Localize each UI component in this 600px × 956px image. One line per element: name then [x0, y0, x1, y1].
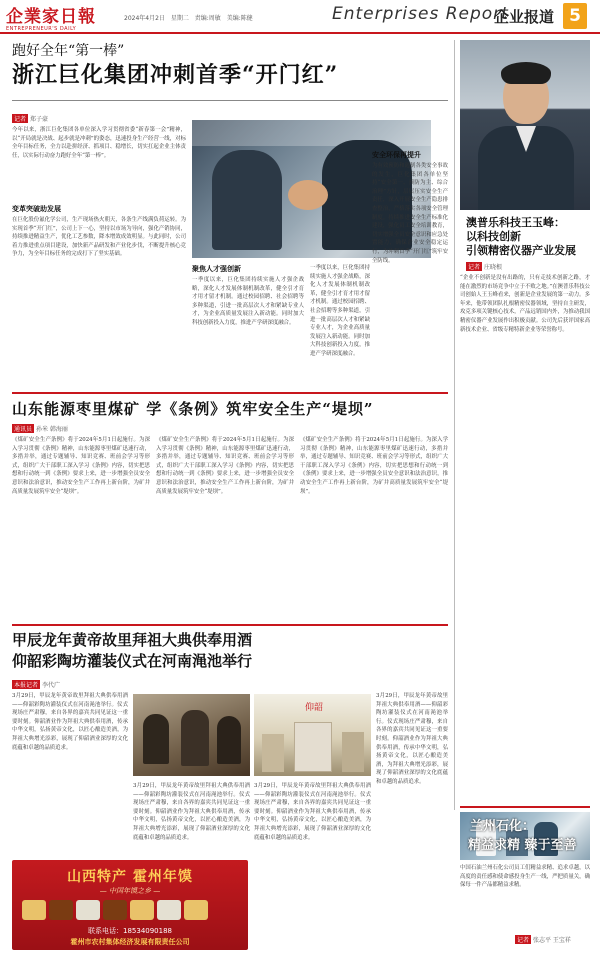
byline-name: 张志平 王宝祥 — [533, 937, 571, 944]
ad-contact-phone: 联系电话：18534090188 — [88, 927, 172, 935]
article3-byline — [12, 680, 60, 689]
sidebar1-title-line3: 引领精密仪器产业发展 — [466, 244, 576, 257]
article1-subhead-3: 安全环保再提升 — [372, 151, 421, 159]
article1-body-2: 一季度以来，巨化集团持续实施人才强企战略，深化人才发展体制机制改革，健全引才育才用才留才机制。通过校园招聘、社会招聘等多种渠道，引进一批高层次人才和紧缺专业人才，为企业高质量发展注入新动能。同时加大科技创新投入力度，推进产学研深度融合。 — [192, 277, 304, 326]
article1-kicker: 跑好全年“第一棒” — [12, 43, 125, 59]
article1-subhead-1: 变革突破助发展 — [12, 205, 61, 213]
sidebar1-title-line2: 以科技创新 — [466, 230, 521, 243]
section-title: 企业报道 — [494, 8, 555, 26]
issue-designer: 美编:陈健 — [226, 15, 253, 22]
newspaper-logo — [6, 2, 116, 32]
column-divider — [454, 40, 455, 810]
article3-body-4: 3月29日，甲辰龙年黄帝故里拜祖大典供奉用酒——仰韶彩陶坊灌装仪式在河南渑池举行。仪式现场庄严肃穆，来自各界的嘉宾共同见证这一重要时刻。仰韶酒业作为拜祖大典供奉用酒，传承中华文明，弘扬黄帝文化，以匠心酿造美酒，为拜祖大典增光添彩，展现了仰韶酒业深厚的文化底蕴和卓越的品质追求。 — [376, 693, 448, 785]
article2-headline: 山东能源枣里煤矿 学《条例》筑牢安全生产“堤坝” — [12, 400, 374, 418]
ad-title: 山西特产 霍州年馍 — [67, 869, 193, 885]
article3-photo-display — [254, 694, 371, 776]
photo-sign-text: 仰韶 — [304, 703, 323, 713]
masthead — [0, 0, 600, 34]
sidebar2-body: 中国石油兰州石化公司员工们精益求精、追求卓越，以高度的责任感和使命感投身生产一线，严把质量关，确保每一件产品都精益求精。 — [460, 865, 590, 889]
issue-editor: 责编:周敏 — [194, 15, 221, 22]
article3-headline-line2: 仰韶彩陶坊灌装仪式在河南渑池举行 — [12, 652, 253, 670]
advertisement-banner[interactable] — [12, 860, 248, 950]
byline-tag: 本报记者 — [14, 682, 39, 689]
article1-body-3: 为有效预防和遏制各类安全事故的发生，巨化集团各单位坚持“安全第一、预防为主、综合治理”方针，层层压实安全生产责任，深入开展安全生产隐患排查整治，严格落实各项安全管理制度。持续推进安全生产标准化建设，强化员工安全培训教育，切实增强全员安全意识和应急处置能力，确保企业安全稳定运行，为冲刺首季“开门红”筑牢安全防线。 — [372, 163, 448, 264]
product-image — [184, 900, 208, 920]
article3-body-2: 3月29日，甲辰龙年黄帝故里拜祖大典供奉用酒——仰韶彩陶坊灌装仪式在河南渑池举行。仪式现场庄严肃穆，来自各界的嘉宾共同见证这一重要时刻。仰韶酒业作为拜祖大典供奉用酒，传承中华文明，弘扬黄帝文化，以匠心酿造美酒，为拜祖大典增光添彩，展现了仰韶酒业深厚的文化底蕴和卓越的品质追求。 — [133, 783, 250, 841]
article3-headline — [12, 630, 252, 672]
byline-name: 孙米 韩海丽 — [36, 426, 68, 433]
product-image — [76, 900, 100, 920]
byline-name: 郑子豪 — [30, 116, 49, 123]
product-image — [22, 900, 46, 920]
issue-date: 2024年4月2日 — [124, 15, 165, 22]
issue-info — [124, 13, 257, 22]
article1-lead: 今年以来，浙江巨化集团各单位深入学习贯彻省委“新春第一会”精神，以“开局就是决战、起步就是冲刺”的姿态，迅速投身生产经营一线，对标全年目标任务，全力以赴拼经济、抓项目、稳增长，切实扛起企业主体责任，以实际行动奋力跑好全年“第一棒”。 — [12, 127, 186, 159]
sidebar2-title-line1: 兰州石化： — [470, 819, 536, 834]
divider — [460, 806, 590, 808]
byline-name: 李代广 — [42, 682, 61, 689]
article1-byline — [12, 114, 48, 123]
article1-subhead-2: 聚焦人才强创新 — [192, 265, 241, 273]
page-number-badge: 5 — [563, 3, 587, 29]
article2-byline — [12, 424, 68, 433]
byline-tag: 通讯员 — [14, 426, 33, 433]
product-image — [130, 900, 154, 920]
brand-name: 企業家日報 — [6, 7, 96, 27]
byline-tag: 记者 — [468, 264, 481, 271]
portrait-photo — [460, 40, 590, 210]
byline-tag: 记者 — [14, 116, 27, 123]
article1-body-2b: 一季度以来，巨化集团持续实施人才强企战略，深化人才发展体制机制改革，健全引才育才用才留才机制。通过校园招聘、社会招聘等多种渠道，引进一批高层次人才和紧缺专业人才，为企业高质量发展注入新动能。同时加大科技创新投入力度，推进产学研深度融合。 — [310, 265, 370, 357]
article1-headline: 浙江巨化集团冲刺首季“开门红” — [12, 62, 339, 88]
byline-name: 庄晓根 — [484, 264, 503, 271]
article2-body-1: 《煤矿安全生产条例》将于2024年5月1日起施行。为深入学习贯彻《条例》精神，山东能源枣里煤矿迅速行动，多措并举，通过专题辅导、知识竞赛、班前会学习等形式，组织广大干部职工深入学习《条例》内容，切实把思想和行动统一到《条例》要求上来，进一步增强全员安全意识和法治意识，推动安全生产工作再上新台阶，为矿井高质量发展筑牢安全“堤坝”。 — [12, 437, 150, 495]
product-image — [103, 900, 127, 920]
divider — [12, 392, 448, 394]
byline-tag: 记者 — [517, 937, 530, 944]
article1-body-1: 在巨化股份氟化学公司，生产现场热火朝天，各条生产线满负荷运转。为实现首季“开门红”，公司上下一心，坚持以市场为导向，强化产销协同，持续推进精益生产，优化工艺参数，降本增效成效明显。与此同时，公司着力推进重点项目建设，加快新产品研发和产业化步伐，不断提升核心竞争力，为全年目标任务的完成打下了坚实基础。 — [12, 217, 186, 258]
product-image — [49, 900, 73, 920]
ad-company-name: 霍州市农村集体经济发展有限责任公司 — [70, 938, 190, 946]
article3-body-3: 3月29日，甲辰龙年黄帝故里拜祖大典供奉用酒——仰韶彩陶坊灌装仪式在河南渑池举行。仪式现场庄严肃穆，来自各界的嘉宾共同见证这一重要时刻。仰韶酒业作为拜祖大典供奉用酒，传承中华文明，弘扬黄帝文化，以匠心酿造美酒，为拜祖大典增光添彩，展现了仰韶酒业深厚的文化底蕴和卓越的品质追求。 — [254, 783, 371, 841]
product-image — [157, 900, 181, 920]
brand-english: ENTREPRENEUR'S DAILY — [6, 26, 77, 32]
divider — [12, 100, 448, 101]
divider — [12, 624, 448, 626]
sidebar1-title — [466, 216, 576, 258]
sidebar1-byline — [466, 262, 502, 271]
ad-slogan: — 中国年馍之乡 — — [99, 887, 161, 895]
sidebar2-title-line2: 精益求精 臻于至善 — [468, 838, 577, 853]
article2-body-2: 《煤矿安全生产条例》将于2024年5月1日起施行。为深入学习贯彻《条例》精神，山东能源枣里煤矿迅速行动，多措并举，通过专题辅导、知识竞赛、班前会学习等形式，组织广大干部职工深入学习《条例》内容，切实把思想和行动统一到《条例》要求上来，进一步增强全员安全意识和法治意识，推动安全生产工作再上新台阶，为矿井高质量发展筑牢安全“堤坝”。 — [156, 437, 294, 495]
article2-body-3: 《煤矿安全生产条例》将于2024年5月1日起施行。为深入学习贯彻《条例》精神，山东能源枣里煤矿迅速行动，多措并举，通过专题辅导、知识竞赛、班前会学习等形式，组织广大干部职工深入学习《条例》内容，切实把思想和行动统一到《条例》要求上来，进一步增强全员安全意识和法治意识，推动安全生产工作再上新台阶，为矿井高质量发展筑牢安全“堤坝”。 — [300, 437, 448, 495]
section-title-english: Enterprises Report — [332, 4, 509, 24]
sidebar1-body: “企业不创新是没有出路的，只有走技术创新之路，才能在激烈的市场竞争中立于不败之地。”在澳普乐科技公司创始人王玉峰看来，创新是企业发展的第一动力。多年来，他带领团队扎根精密仪器领域，坚持自主研发，攻克多项关键核心技术，产品远销国内外，为推动我国精密仪器产业发展作出积极贡献。公司先后获评国家高新技术企业、省级专精特新企业等荣誉称号。 — [460, 275, 590, 333]
article3-headline-line1: 甲辰龙年黄帝故里拜祖大典供奉用酒 — [12, 631, 253, 649]
ad-product-images — [22, 900, 238, 922]
article3-photo-ceremony — [133, 694, 250, 776]
article3-body-1: 3月29日，甲辰龙年黄帝故里拜祖大典供奉用酒——仰韶彩陶坊灌装仪式在河南渑池举行。仪式现场庄严肃穆，来自各界的嘉宾共同见证这一重要时刻。仰韶酒业作为拜祖大典供奉用酒，传承中华文明，弘扬黄帝文化，以匠心酿造美酒，为拜祖大典增光添彩，展现了仰韶酒业深厚的文化底蕴和卓越的品质追求。 — [12, 693, 128, 751]
sidebar1-title-line1: 澳普乐科技王玉峰： — [466, 216, 565, 229]
sidebar2-byline — [515, 935, 571, 944]
issue-weekday: 星期二 — [170, 15, 189, 22]
